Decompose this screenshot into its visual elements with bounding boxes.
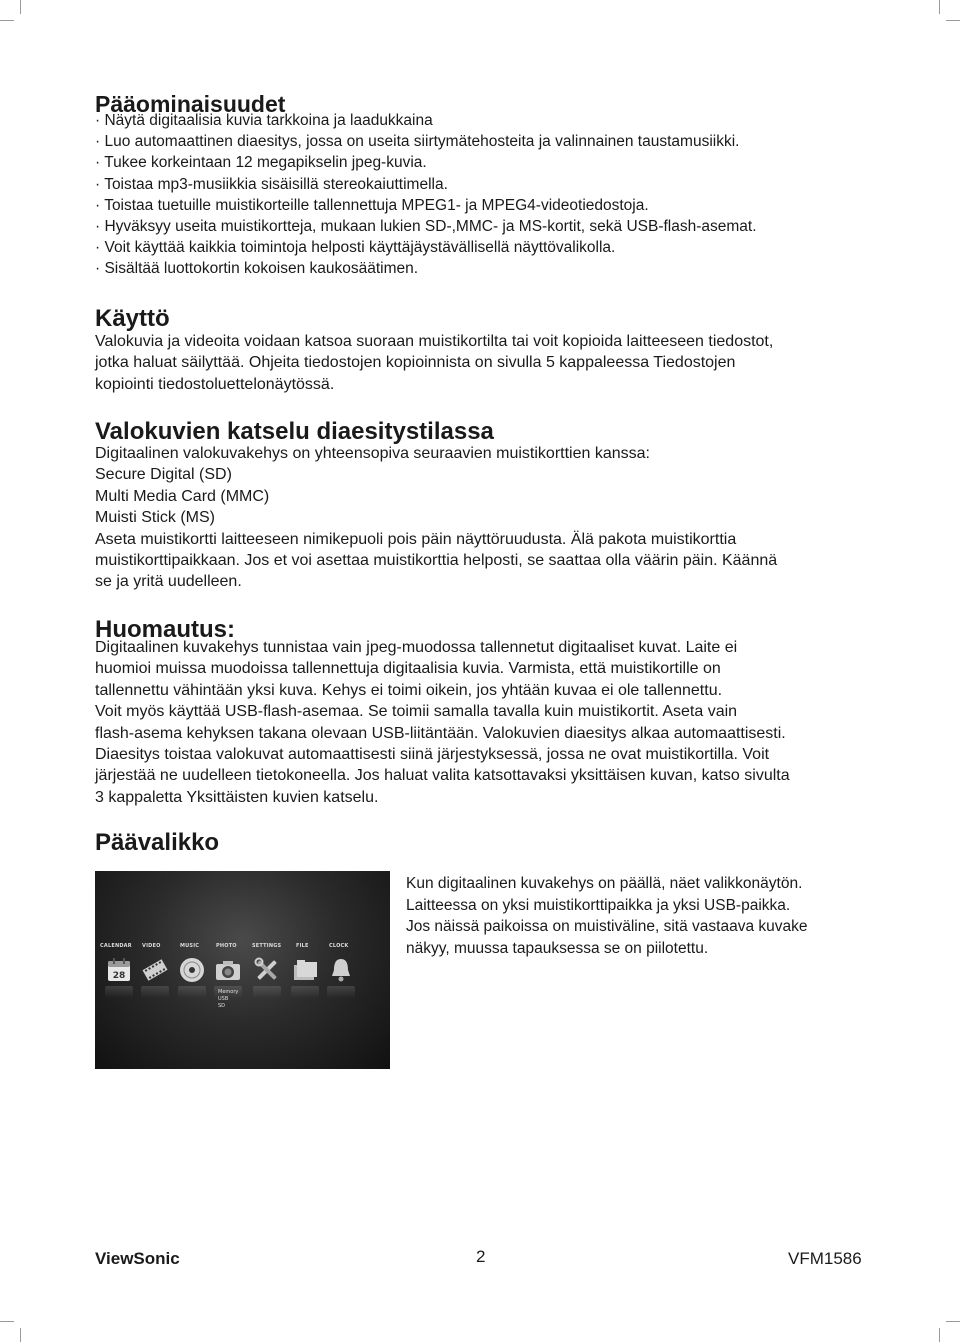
list-item: · Toistaa tuetuille muistikorteille tallennettuja MPEG1- ja MPEG4-videotiedostoja. (95, 196, 649, 214)
text-line: Diaesitys toistaa valokuvat automaattisesti siinä järjestyksessä, jossa ne ovat muistikortilla. Voit (95, 746, 770, 764)
crop-mark (939, 0, 940, 14)
text-line: Kun digitaalinen kuvakehys on päällä, näet valikkonäytön. (406, 875, 803, 892)
slideshow-heading: Valokuvien katselu diaesitystilassa (95, 418, 494, 445)
music-icon (178, 956, 206, 984)
text-line: Digitaalinen valokuvakehys on yhteensopiva seuraavien muistikorttien kanssa: (95, 445, 650, 462)
main-menu-screenshot (95, 871, 390, 1069)
icon-reflection (253, 986, 281, 998)
text-line: Multi Media Card (MMC) (95, 487, 270, 505)
crop-mark (0, 20, 14, 21)
main-menu-description (406, 873, 876, 959)
text-line: Valokuvia ja videoita voidaan katsoa suoraan muistikortilta tai voit kopioida laitteeseen tiedostot, (95, 333, 774, 350)
text-line: muistikorttipaikkaan. Jos et voi asettaa muistikorttia helposti, se saattaa olla väärin päin. Käännä (95, 552, 778, 570)
menu-label-settings: SETTINGS (252, 943, 282, 949)
file-icon (291, 956, 319, 984)
note-heading: Huomautus: (95, 616, 235, 643)
list-item: · Sisältää luottokortin kokoisen kaukosäätimen. (95, 260, 419, 278)
text-line: Muisti Stick (MS) (95, 509, 215, 527)
text-line: Aseta muistikortti laitteeseen nimikepuoli pois päin näyttöruudusta. Älä pakota muistikorttia (95, 530, 737, 548)
crop-mark (946, 1321, 960, 1322)
features-list (95, 110, 875, 280)
text-line: 3 kappaletta Yksittäisten kuvien katselu. (95, 788, 379, 806)
menu-label-clock: CLOCK (329, 943, 349, 949)
usage-text (95, 331, 875, 395)
usage-heading: Käyttö (95, 305, 170, 332)
text-line: Jos näissä paikoissa on muistiväline, sitä vastaava kuvake (406, 918, 808, 936)
text-line: Digitaalinen kuvakehys tunnistaa vain jpeg-muodossa tallennetut digitaaliset kuvat. Laite ei (95, 639, 738, 656)
text-line: se ja yritä uudelleen. (95, 573, 242, 591)
menu-label-photo: PHOTO (216, 943, 237, 949)
text-line: flash-asema kehyksen takana olevaan USB-liitäntään. Valokuvien diaesitys alkaa automaattisesti. (95, 724, 786, 742)
crop-mark (20, 0, 21, 14)
crop-mark (0, 1321, 14, 1322)
menu-label-video: VIDEO (142, 943, 161, 949)
note-text (95, 637, 875, 808)
text-line: tallennettu vähintään yksi kuva. Kehys ei toimi oikein, jos yhtään kuvaa ei ole tallennettu. (95, 681, 723, 699)
text-line: kopiointi tiedostoluettelonäytössä. (95, 375, 335, 393)
slideshow-text (95, 443, 875, 593)
features-heading: Pääominaisuudet (95, 91, 286, 117)
text-line: järjestää ne uudelleen tietokoneella. Jos haluat valita katsottavaksi yksittäisen kuvan, katso sivulta (95, 767, 790, 785)
settings-icon (253, 956, 281, 984)
clock-icon (327, 956, 355, 984)
list-item: · Tukee korkeintaan 12 megapikselin jpeg-kuvia. (95, 154, 427, 172)
submenu-item-sd[interactable]: SD (218, 1003, 226, 1009)
crop-mark (946, 20, 960, 21)
menu-label-file: FILE (296, 943, 309, 949)
text-line: näkyy, muussa tapauksessa se on piilotettu. (406, 939, 709, 957)
menu-label-music: MUSIC (180, 943, 200, 949)
icon-reflection (178, 986, 206, 998)
text-line: Voit myös käyttää USB-flash-asemaa. Se toimii samalla tavalla kuin muistikortit. Aseta vain (95, 703, 738, 721)
main-menu-heading: Päävalikko (95, 829, 220, 856)
calendar-day: 28 (112, 971, 126, 981)
list-item: · Luo automaattinen diaesitys, jossa on useita siirtymätehosteita ja valinnainen taustamusiikki. (95, 133, 740, 151)
photo-icon (214, 956, 242, 984)
source-submenu (218, 989, 238, 1010)
list-item: · Näytä digitaalisia kuvia tarkkoina ja laadukkaina (95, 112, 433, 129)
footer-brand: ViewSonic (95, 1249, 180, 1268)
footer-model: VFM1586 (788, 1249, 862, 1268)
list-item: · Toistaa mp3-musiikkia sisäisillä stereokaiuttimella. (95, 175, 448, 193)
text-line: jotka haluat säilyttää. Ohjeita tiedostojen kopioinnista on sivulla 5 kappaleessa Tiedostojen (95, 354, 736, 372)
list-item: · Hyväksyy useita muistikortteja, mukaan lukien SD-,MMC- ja MS-kortit, sekä USB-flash-asemat. (95, 218, 757, 236)
video-icon (141, 956, 169, 984)
icon-reflection (141, 986, 169, 998)
calendar-icon (105, 956, 133, 984)
icon-reflection (327, 986, 355, 998)
crop-mark (20, 1328, 21, 1342)
text-line: Secure Digital (SD) (95, 466, 232, 484)
list-item: · Voit käyttää kaikkia toimintoja helposti käyttäjäystävällisellä näyttövalikolla. (95, 239, 616, 257)
submenu-item-memory[interactable]: Memory (218, 989, 239, 995)
icon-reflection (291, 986, 319, 998)
crop-mark (939, 1328, 940, 1342)
menu-label-calendar: CALENDAR (100, 943, 132, 949)
submenu-item-usb[interactable]: USB (218, 996, 229, 1002)
page-number: 2 (476, 1247, 486, 1266)
text-line: huomioi muissa muodoissa tallennettuja digitaalisia kuvia. Varmista, että muistikortille on (95, 660, 721, 678)
text-line: Laitteessa on yksi muistikorttipaikka ja yksi USB-paikka. (406, 896, 791, 914)
icon-reflection (105, 986, 133, 998)
